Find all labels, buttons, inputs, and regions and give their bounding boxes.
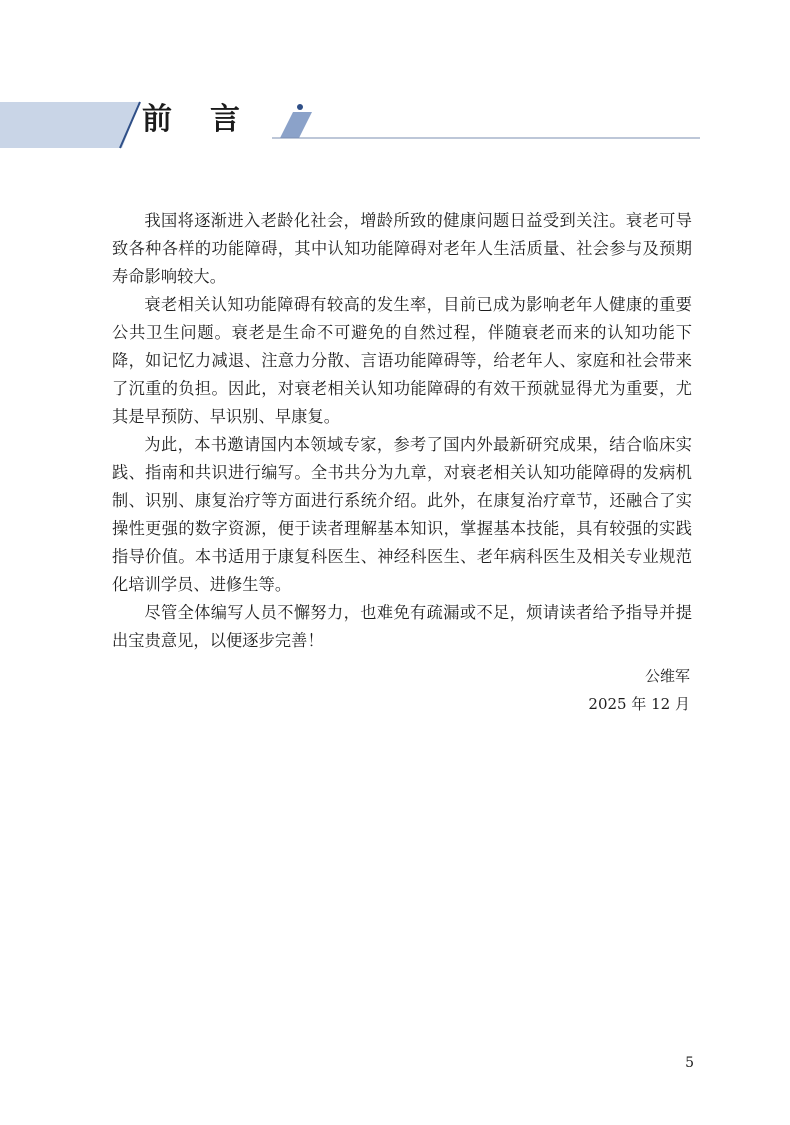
paragraph: 尽管全体编写人员不懈努力，也难免有疏漏或不足，烦请读者给予指导并提出宝贵意见，以便逐步完善！ [112,603,692,650]
paragraph: 我国将逐渐进入老龄化社会，增龄所致的健康问题日益受到关注。衰老可导致各种各样的功能障碍，其中认知功能障碍对老年人生活质量、社会参与及预期寿命影响较大。 [112,211,692,286]
sign-date: 2025 年 12 月 [588,695,690,713]
header-dot [297,104,303,110]
preface-body [112,207,692,655]
paragraph: 为此，本书邀请国内本领域专家，参考了国内外最新研究成果，结合临床实践、指南和共识进行编写。全书共分为九章，对衰老相关认知功能障碍的发病机制、识别、康复治疗等方面进行系统介绍。此外，在康复治疗章节，还融合了实操性更强的数字资源，便于读者理解基本知识，掌握基本技能，具有较强的实践指导价值。本书适用于康复科医生、神经科医生、老年病科医生及相关专业规范化培训学员、进修生等。 [112,435,692,594]
header-band-shape [0,102,140,148]
signature-block [588,662,690,718]
author-name: 公维军 [644,667,690,685]
paragraph: 衰老相关认知功能障碍有较高的发生率，目前已成为影响老年人健康的重要公共卫生问题。衰老是生命不可避免的自然过程，伴随衰老而来的认知功能下降，如记忆力减退、注意力分散、言语功能障碍等，给老年人、家庭和社会带来了沉重的负担。因此，对衰老相关认知功能障碍的有效干预就显得尤为重要，尤其是早预防、早识别、早康复。 [112,295,692,426]
header-decoration [0,100,790,150]
page-title: 前言 [142,102,278,137]
header-accent-slash [280,112,312,138]
page-number: 5 [685,1055,694,1071]
chapter-header-band [0,100,790,150]
